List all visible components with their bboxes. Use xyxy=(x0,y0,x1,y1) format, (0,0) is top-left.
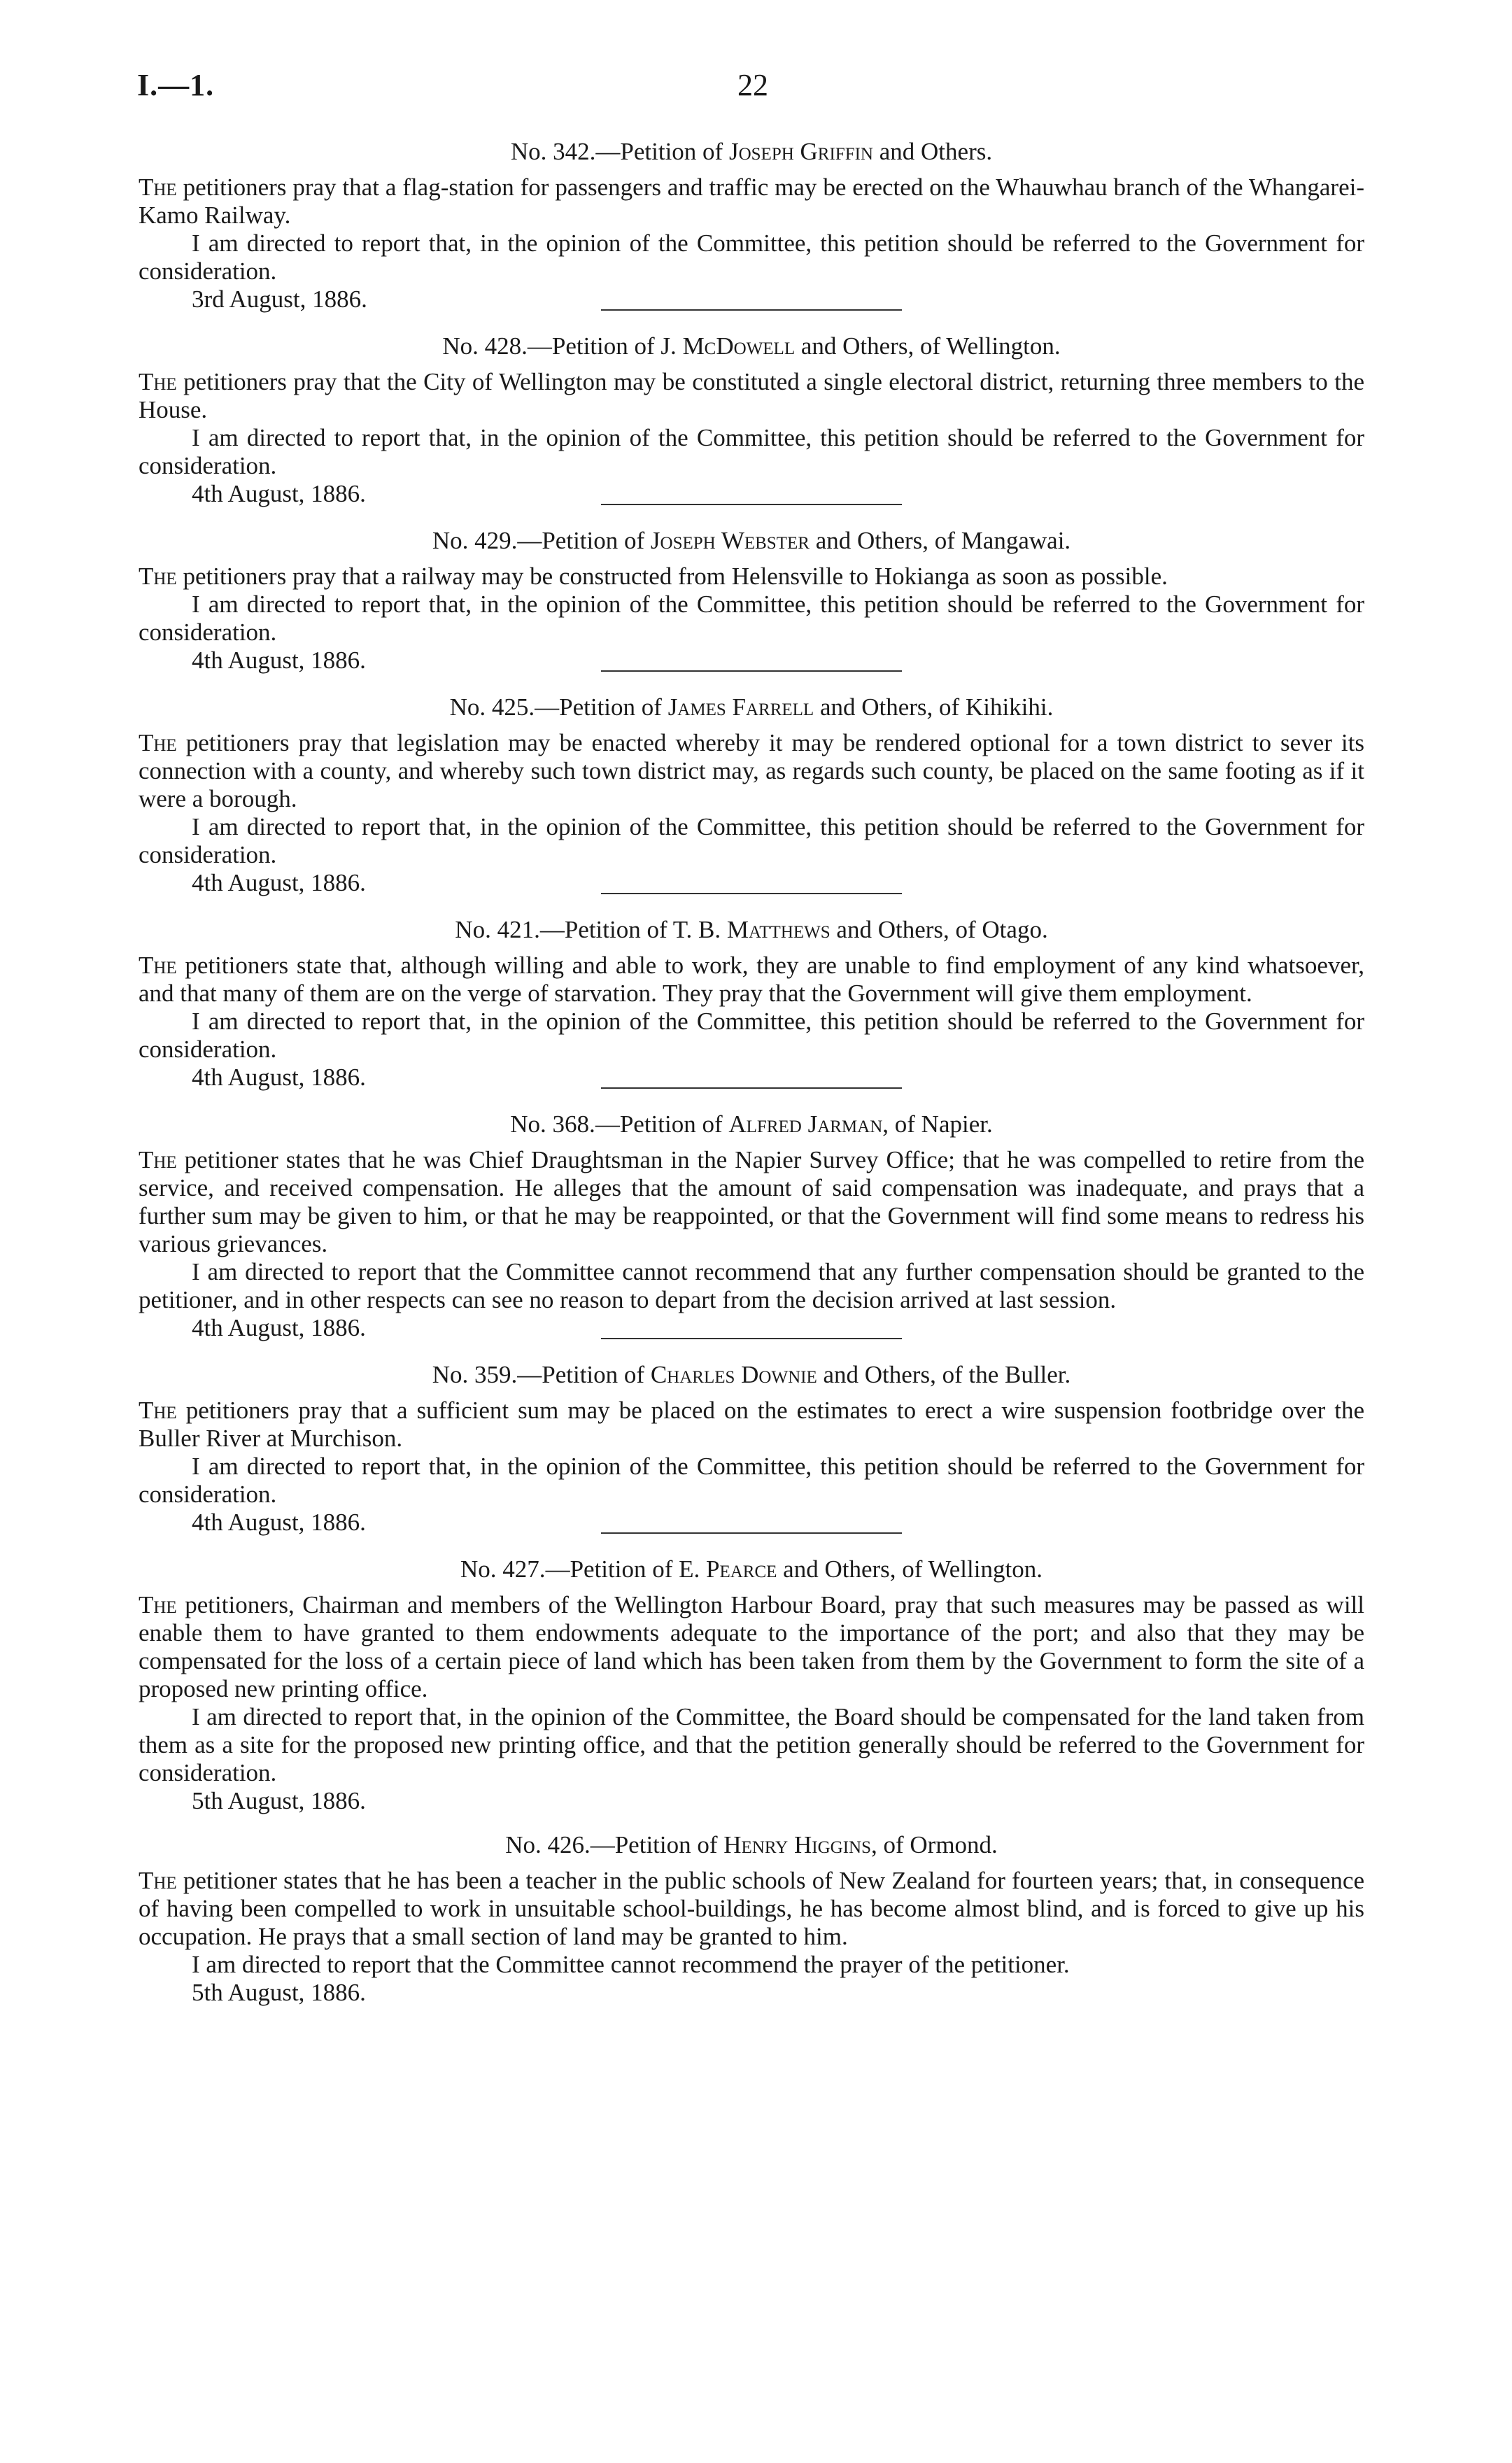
prayer-text: petitioners pray that a railway may be constructed from Helensville to Hokianga as soon as possible. xyxy=(176,563,1168,590)
petition-prayer xyxy=(139,1397,1364,1453)
title-prefix: —Petition of J. xyxy=(527,332,683,360)
petition-prayer xyxy=(139,368,1364,424)
prayer-text: petitioner states that he was Chief Draughtsman in the Napier Survey Office; that he was compelled to retire from the service, and received compensation. He alleges that the amount of said compensation was inadequate, and prays that a further sum may be given to him, or that he may be reappointed, or that the Government will find some means to redress his various grievances. xyxy=(139,1146,1364,1257)
petition-prayer xyxy=(139,563,1364,591)
prayer-text: petitioners pray that a sufficient sum may be placed on the estimates to erect a wire suspension footbridge over the Buller River at Murchison. xyxy=(139,1397,1364,1452)
paper-reference: I.—1. xyxy=(137,68,215,102)
title-suffix: and Others, of Kihikihi. xyxy=(814,693,1054,721)
petition-prayer xyxy=(139,1867,1364,1951)
petition-368 xyxy=(139,1110,1364,1339)
petition-prayer xyxy=(139,174,1364,230)
report-date: 4th August, 1886. xyxy=(192,480,366,507)
petition-title xyxy=(139,137,1364,167)
title-prefix: —Petition of xyxy=(595,1110,729,1138)
petition-title xyxy=(139,693,1364,722)
lead-word: The xyxy=(139,729,177,756)
petitioner-name: Joseph Griffin xyxy=(728,138,873,165)
committee-report: I am directed to report that, in the opinion of the Committee, this petition should be referred to the Government for consideration. xyxy=(139,424,1364,479)
divider-rule xyxy=(601,309,902,311)
petitioner-name: McDowell xyxy=(682,332,796,360)
report-date: 4th August, 1886. xyxy=(192,1064,366,1091)
committee-report: I am directed to report that the Committee cannot recommend the prayer of the petitioner. xyxy=(192,1951,1070,1978)
petitioner-name: Henry Higgins xyxy=(723,1831,871,1858)
petition-title xyxy=(139,1555,1364,1584)
petitioner-name: James Farrell xyxy=(667,693,814,721)
committee-report: I am directed to report that, in the opinion of the Committee, this petition should be referred to the Government for consideration. xyxy=(139,1008,1364,1063)
prayer-text: petitioners pray that a flag-station for passengers and traffic may be erected on the Whauwhau branch of the Whangarei-Kamo Railway. xyxy=(139,174,1364,229)
report-date: 4th August, 1886. xyxy=(192,1509,366,1536)
petition-number: No. 342. xyxy=(510,138,596,165)
title-prefix: —Petition of xyxy=(517,1361,651,1388)
petition-426 xyxy=(139,1830,1364,2007)
prayer-text: petitioner states that he has been a teacher in the public schools of New Zealand for fourteen years; that, in consequence of having been compelled to work in unsuitable school-buildings, he has become almost blind, and is forced to give up his occupation. He prays that a small section of land may be granted to him. xyxy=(139,1867,1364,1950)
petition-number: No. 425. xyxy=(449,693,535,721)
report-date: 5th August, 1886. xyxy=(192,1787,366,1814)
divider-rule xyxy=(601,1532,902,1534)
report-date: 5th August, 1886. xyxy=(192,1979,366,2006)
petition-title xyxy=(139,1110,1364,1139)
petitions-list xyxy=(139,137,1364,2007)
divider-rule xyxy=(601,504,902,505)
report-date: 4th August, 1886. xyxy=(192,647,366,674)
divider-rule xyxy=(601,1087,902,1089)
report-date: 4th August, 1886. xyxy=(192,869,366,896)
title-prefix: —Petition of xyxy=(595,138,729,165)
lead-word: The xyxy=(139,368,177,395)
section-gap xyxy=(139,1815,1364,1830)
committee-report: I am directed to report that, in the opinion of the Committee, this petition should be referred to the Government for consideration. xyxy=(139,813,1364,868)
petition-number: No. 359. xyxy=(432,1361,518,1388)
lead-word: The xyxy=(139,952,177,979)
divider-rule xyxy=(601,893,902,894)
title-suffix: and Others, of Wellington. xyxy=(795,332,1061,360)
lead-word: The xyxy=(139,174,177,201)
petitioner-name: Charles Downie xyxy=(650,1361,817,1388)
petitioner-name: Pearce xyxy=(706,1555,777,1583)
petition-number: No. 421. xyxy=(455,916,540,943)
title-suffix: , of Napier. xyxy=(882,1110,993,1138)
petition-428 xyxy=(139,332,1364,505)
petition-title xyxy=(139,915,1364,945)
divider-rule xyxy=(601,670,902,672)
prayer-text: petitioners pray that legislation may be enacted whereby it may be rendered optional for a town district to sever its connection with a county, and whereby such town district may, as regards such county, be placed on the same footing as if it were a borough. xyxy=(139,729,1364,812)
title-prefix: —Petition of E. xyxy=(545,1555,706,1583)
petitioner-name: Alfred Jarman xyxy=(728,1110,883,1138)
lead-word: The xyxy=(139,563,177,590)
title-prefix: —Petition of xyxy=(517,527,651,554)
report-date: 4th August, 1886. xyxy=(192,1314,366,1341)
petition-number: No. 368. xyxy=(510,1110,595,1138)
petition-title xyxy=(139,332,1364,361)
title-prefix: —Petition of xyxy=(590,1831,724,1858)
petition-prayer xyxy=(139,1591,1364,1703)
page-header xyxy=(137,67,1369,109)
petitioner-name: Joseph Webster xyxy=(650,527,810,554)
petition-title xyxy=(139,1830,1364,1860)
committee-report: I am directed to report that the Committee cannot recommend that any further compensation should be granted to the petitioner, and in other respects can see no reason to depart from the decision arrived at last session. xyxy=(139,1258,1364,1313)
petition-425 xyxy=(139,693,1364,894)
title-suffix: , of Ormond. xyxy=(870,1831,998,1858)
prayer-text: petitioners state that, although willing and able to work, they are unable to find employment of any kind whatsoever, and that many of them are on the verge of starvation. They pray that the Government will give them employment. xyxy=(139,952,1364,1007)
petition-number: No. 426. xyxy=(505,1831,591,1858)
title-suffix: and Others, of Wellington. xyxy=(777,1555,1043,1583)
petition-342 xyxy=(139,137,1364,311)
title-suffix: and Others, of Otago. xyxy=(830,916,1048,943)
petition-title xyxy=(139,526,1364,556)
prayer-text: petitioners pray that the City of Wellington may be constituted a single electoral district, returning three members to the House. xyxy=(139,368,1364,423)
committee-report: I am directed to report that, in the opinion of the Committee, the Board should be compensated for the land taken from them as a site for the proposed new printing office, and that the petition generally should be referred to the Government for consideration. xyxy=(139,1703,1364,1786)
petition-421 xyxy=(139,915,1364,1089)
petitioner-name: Matthews xyxy=(726,916,831,943)
petition-429 xyxy=(139,526,1364,672)
divider-rule xyxy=(601,1338,902,1339)
lead-word: The xyxy=(139,1591,177,1618)
title-suffix: and Others, of Mangawai. xyxy=(809,527,1071,554)
committee-report: I am directed to report that, in the opinion of the Committee, this petition should be referred to the Government for consideration. xyxy=(139,230,1364,285)
lead-word: The xyxy=(139,1867,177,1894)
petition-427 xyxy=(139,1555,1364,1830)
lead-word: The xyxy=(139,1146,177,1173)
petition-title xyxy=(139,1360,1364,1390)
title-prefix: —Petition of xyxy=(535,693,668,721)
petition-prayer xyxy=(139,1146,1364,1258)
page-number: 22 xyxy=(737,68,768,102)
prayer-text: petitioners, Chairman and members of the Wellington Harbour Board, pray that such measures may be passed as will enable them to have granted to them endowments adequate to the importance of the port; and also that they may be compensated for the loss of a certain piece of land which has been taken from them by the Government to form the site of a proposed new printing office. xyxy=(139,1591,1364,1702)
lead-word: The xyxy=(139,1397,177,1424)
committee-report: I am directed to report that, in the opinion of the Committee, this petition should be referred to the Government for consideration. xyxy=(139,591,1364,646)
title-prefix: —Petition of T. B. xyxy=(539,916,727,943)
petition-prayer xyxy=(139,952,1364,1008)
petition-number: No. 429. xyxy=(432,527,518,554)
petition-number: No. 427. xyxy=(460,1555,546,1583)
petition-number: No. 428. xyxy=(442,332,528,360)
petition-359 xyxy=(139,1360,1364,1534)
report-date: 3rd August, 1886. xyxy=(192,285,367,313)
title-suffix: and Others. xyxy=(873,138,993,165)
title-suffix: and Others, of the Buller. xyxy=(817,1361,1071,1388)
committee-report: I am directed to report that, in the opinion of the Committee, this petition should be referred to the Government for consideration. xyxy=(139,1453,1364,1508)
petition-prayer xyxy=(139,729,1364,813)
